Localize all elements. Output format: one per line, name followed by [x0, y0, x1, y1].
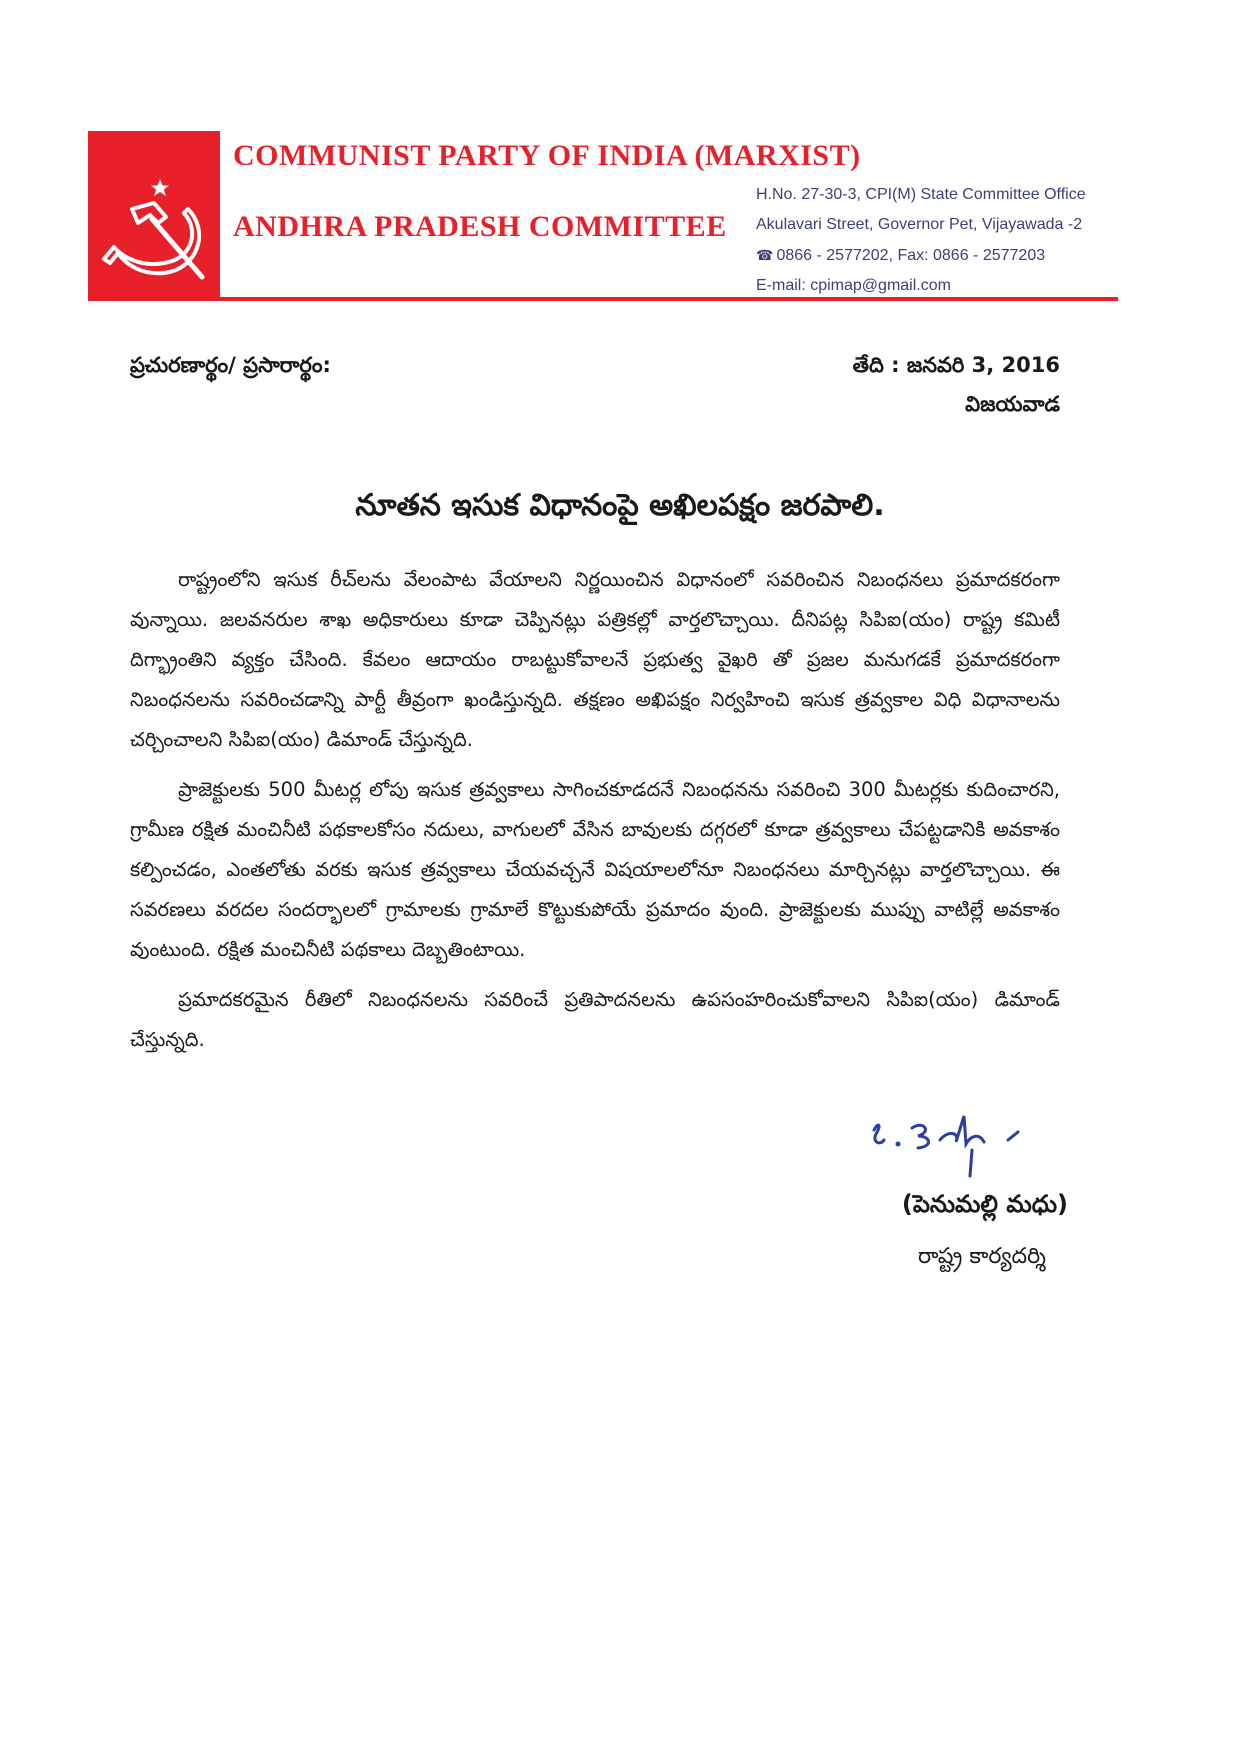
header-divider [88, 297, 1118, 301]
place: విజయవాడ [965, 392, 1060, 416]
email-line: E-mail: cpimap@gmail.com [756, 277, 951, 294]
paragraph: ప్రాజెక్టులకు 500 మీటర్ల లోపు ఇసుక త్రవ్వకాలు సాగించకూడదనే నిబంధనను సవరించి 300 మీటర్లకు కుదించారని, గ్రామీణ రక్షిత మంచినీటి పథకాలకోసం నదులు, వాగులలో వేసిన బావులకు దగ్గరలో కూడా త్రవ్వకాలు చేపట్టడానికి అవకాశం కల్పించడం, ఎంతలోతు వరకు ఇసుక త్రవ్వకాలు చేయవచ్చనే విషయాలలోనూ నిబంధనలు మార్చినట్లు వార్తలొచ్చాయి. ఈ సవరణలు వరదల సందర్భాలలో గ్రామాలకు గ్రామాలే కొట్టుకుపోయే ప్రమాదం వుంది. ప్రాజెక్టులకు ముప్పు వాటిల్లే అవకాశం వుంటుంది. రక్షిత మంచినీటి పథకాలు దెబ్బతింటాయి. [130, 778, 1060, 961]
signer-designation: రాష్ట్ర కార్యదర్శి [917, 1244, 1046, 1269]
address-line-2: Akulavari Street, Governor Pet, Vijayawada -2 [756, 216, 1083, 233]
signer-name: (పెనుమల్లి మధు) [901, 1190, 1068, 1218]
for-publication-label: ప్రచురణార్థం/ ప్రసారార్థం: [130, 353, 331, 377]
paragraph: ప్రమాదకరమైన రీతిలో నిబంధనలను సవరించే ప్రతిపాదనలను ఉపసంహరించుకోవాలని సిపిఐ(యం) డిమాండ్ చేస్తున్నది. [130, 988, 1060, 1051]
handwritten-signature [868, 1110, 1068, 1194]
contact-block [756, 180, 1086, 301]
address-line-1: H.No. 27-30-3, CPI(M) State Committee Office [756, 186, 1086, 203]
committee-name: ANDHRA PRADESH COMMITTEE [233, 210, 727, 243]
org-name: COMMUNIST PARTY OF INDIA (MARXIST) [233, 139, 861, 172]
phone-fax: 0866 - 2577202, Fax: 0866 - 2577203 [776, 247, 1046, 264]
headline: నూతన ఇసుక విధానంపై అఖిలపక్షం జరపాలి. [355, 488, 885, 523]
party-logo [88, 131, 220, 301]
phone-fax-line [756, 240, 1086, 271]
date: తేది : జనవరి 3, 2016 [852, 353, 1060, 377]
hammer-sickle-star-icon [88, 131, 220, 301]
body-text [130, 560, 1060, 1070]
phone-icon: ☎ [756, 247, 774, 263]
paragraph: రాష్ట్రంలోని ఇసుక రీచ్‌లను వేలంపాట వేయాలని నిర్ణయించిన విధానంలో సవరించిన నిబంధనలు ప్రమాదకరంగా వున్నాయి. జలవనరుల శాఖ అధికారులు కూడా చెప్పినట్లు పత్రికల్లో వార్తలొచ్చాయి. దీనిపట్ల సిపిఐ(యం) రాష్ట్ర కమిటీ దిగ్భ్రాంతిని వ్యక్తం చేసింది. కేవలం ఆదాయం రాబట్టుకోవాలనే ప్రభుత్వ వైఖరి తో ప్రజల మనుగడకే ప్రమాదకరంగా నిబంధనలను సవరించడాన్ని పార్టీ తీవ్రంగా ఖండిస్తున్నది. తక్షణం అఖిపక్షం నిర్వహించి ఇసుక త్రవ్వకాల విధి విధానాలను చర్చించాలని సిపిఐ(యం) డిమాండ్ చేస్తున్నది. [130, 568, 1060, 751]
